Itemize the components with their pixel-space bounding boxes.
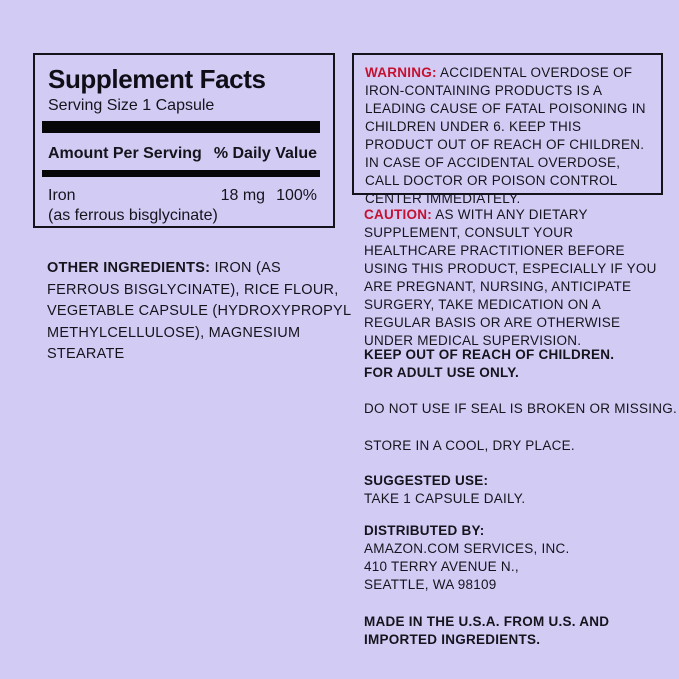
caution-label: CAUTION:	[364, 207, 432, 222]
supplement-facts-panel	[33, 53, 335, 228]
warning-box	[352, 53, 663, 206]
daily-value-header: % Daily Value	[213, 145, 317, 162]
nutrient-name: Iron	[48, 187, 76, 204]
made-in-line2: IMPORTED INGREDIENTS.	[364, 632, 541, 647]
other-ingredients-paragraph	[47, 258, 351, 366]
other-ingredients-text: IRON (AS FERROUS BISGLYCINATE), RICE FLOUR, VEGETABLE CAPSULE (HYDROXYPROPYL METHYLCELLULOSE), MAGNESIUM STEARATE	[47, 260, 351, 362]
suggested-use-section	[364, 472, 665, 508]
made-in-line1: MADE IN THE U.S.A. FROM U.S. AND	[364, 614, 610, 629]
distributed-by-line2: 410 TERRY AVENUE N.,	[364, 559, 519, 574]
nutrient-detail: (as ferrous bisglycinate)	[48, 207, 218, 224]
distributed-by-label: DISTRIBUTED BY:	[364, 523, 485, 538]
warning-label: WARNING:	[365, 65, 437, 80]
suggested-use-text: TAKE 1 CAPSULE DAILY.	[364, 491, 526, 506]
distributed-by-line3: SEATTLE, WA 98109	[364, 577, 497, 592]
made-in-statement	[364, 613, 665, 649]
nutrient-amounts	[221, 186, 317, 205]
divider-bar-thick	[42, 121, 320, 133]
nutrient-row-iron	[48, 186, 317, 205]
facts-header-row	[48, 145, 317, 163]
amount-per-serving-header: Amount Per Serving	[48, 145, 202, 162]
nutrient-daily-value: 100%	[276, 187, 317, 204]
keep-out-line1: KEEP OUT OF REACH OF CHILDREN.	[364, 347, 615, 362]
suggested-use-label: SUGGESTED USE:	[364, 473, 489, 488]
warning-text: ACCIDENTAL OVERDOSE OF IRON-CONTAINING PRODUCTS IS A LEADING CAUSE OF FATAL POISONING IN CHILDREN UNDER 6. KEEP THIS PRODUCT OUT OF REACH OF CHILDREN. IN CASE OF ACCIDENTAL OVERDOSE, CALL DOCTOR OR POISON CONTROL CENTER IMMEDIATELY.	[365, 65, 646, 206]
caution-text: AS WITH ANY DIETARY SUPPLEMENT, CONSULT YOUR HEALTHCARE PRACTITIONER BEFORE USING THIS PRODUCT, ESPECIALLY IF YOU ARE PREGNANT, NURSING, ANTICIPATE SURGERY, TAKE MEDICATION ON A REGULAR BASIS OR ARE OTHERWISE UNDER MEDICAL SUPERVISION.	[364, 207, 657, 348]
nutrient-amount: 18 mg	[220, 187, 266, 204]
distributed-by-section	[364, 522, 665, 594]
other-ingredients-label: OTHER INGREDIENTS:	[47, 260, 211, 276]
seal-statement: DO NOT USE IF SEAL IS BROKEN OR MISSING.	[364, 401, 678, 416]
caution-paragraph	[364, 206, 665, 350]
divider-bar-thin	[42, 170, 320, 177]
supplement-facts-title: Supplement Facts	[48, 64, 266, 94]
storage-statement: STORE IN A COOL, DRY PLACE.	[364, 438, 575, 453]
serving-size-text: Serving Size 1 Capsule	[48, 97, 215, 114]
keep-out-statement	[364, 346, 665, 382]
keep-out-line2: FOR ADULT USE ONLY.	[364, 365, 520, 380]
distributed-by-line1: AMAZON.COM SERVICES, INC.	[364, 541, 570, 556]
